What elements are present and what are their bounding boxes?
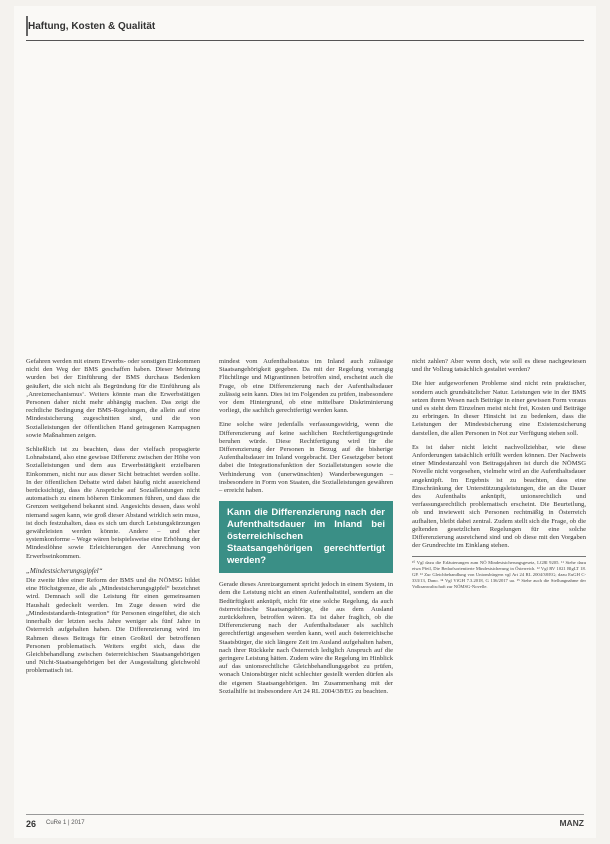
publisher-logo: MANZ — [559, 818, 584, 828]
pull-quote-box: Kann die Differenzierung nach der Aufenthaltsdauer im Inland bei österreichischen Staatsangehörigen gerechtfertigt werden? — [219, 501, 393, 573]
page-footer — [26, 814, 584, 829]
paragraph: Eine solche wäre jedenfalls verfassungswidrig, wenn die Differenzierung auf keine sachlichen Rechtfertigungsgründe beruhen würde. Diese Rechtfertigung wird für die Differenzierung der Personen in Bezug auf die bisherige Aufenthaltsdauer im Inland vorgebracht. Der Gesetzgeber betont dabei die Integrationsfunktion der Sozialleistungen sowie die Verhinderung von (unerwünschten) Wanderbewegungen – insbesondere in Form von Staaten, die Sozialleistungen gewähren – erreicht haben. — [219, 421, 393, 495]
running-header — [26, 16, 584, 41]
paragraph: Die hier aufgeworfenen Probleme sind nicht rein praktischer, sondern auch grundsätzlicher Natur. Leistungen wie in der BMS setzen ihrem Wesen nach Beiträge in einer gewissen Form voraus und es steht dem Einzelnen meist nicht frei, Kosten und Beiträge zu erbringen. In dieser Hinsicht ist zu bedenken, dass die Leistungen der Mindestsicherung eine Existenzsicherung darstellen, die allen Personen in Not zur Verfügung stehen soll. — [412, 380, 586, 437]
paragraph: Schließlich ist zu beachten, dass der vielfach propagierte Lohnabstand, also eine gewisse Differenz zwischen der Höhe von Sozialleistungen und dem aus Erwerbstätigkeit erzielbaren Einkommen, nicht nur aus dieser Sicht betrachtet werden sollte. In der öffentlichen Debatte wird dabei häufig nicht ausreichend berücksichtigt, dass die Ansprüche auf Sozialleistungen nicht automatisch zu einem höheren Einkommen führen, und dass die Grenzen weitgehend bekannt sind. Angesichts dessen, dass wohl niemand sagen kann, wie groß dieser Abstand wirklich sein muss, ist doch festzuhalten, dass es sich um durch Leistungskürzungen gewährleisten werden könnte. Andere – und eher systemkonforme – Wege wären beispielsweise eine Erhöhung der Mindestlöhne sowie Erleichterungen der Anrechnung von Erwerbseinkommen. — [26, 446, 200, 560]
section-title: Haftung, Kosten & Qualität — [28, 21, 156, 32]
footnotes: ¹⁰ Vgl dazu die Erläuterungen zum NÖ Mindestsicherungsgesetz, LGBl 9205. ¹¹ Siehe dazu etwa Pfeil, Die Bedarfsorientierte Mindestsicherung in Österreich. ¹² Vgl RV 1021 BlgLT 18. GP. ¹³ Zur Gleichbehandlung von Unionsbürgern vgl Art 24 RL 2004/38/EG; dazu EuGH C-333/13, Dano. ¹⁴ Vgl VfGH 7.3.2018, G 136/2017 ua. ¹⁵ Siehe auch die Stellungnahme der Volksanwaltschaft zur NÖMSG-Novelle. — [412, 556, 586, 589]
column-2 — [219, 358, 393, 702]
journal-issue: CuRe 1 | 2017 — [46, 820, 85, 826]
paragraph: Es ist daher nicht leicht nachvollziehbar, wie diese Anforderungen tatsächlich erfüllt werden können. Der Nachweis einer Mindestanzahl von Beitragsjahren ist durch die NÖMSG Novelle nicht vorgesehen, vielmehr wird an die Aufenthaltsdauer angeknüpft. Im Ergebnis ist zu beachten, dass eine Einschränkung der Unterstützungsleistungen, die an die Dauer des Aufenthalts anknüpft, unionsrechtlich und verfassungsrechtlich problematisch erscheint. Die Beurteilung, ob und inwieweit sich Personen rechtmäßig in Österreich aufhalten, bleibt dabei zentral. Zudem stellt sich die Frage, ob die geltenden gesetzlichen Regelungen für eine solche Differenzierung ausreichend sind und ob diese mit den Vorgaben der Grundrechte im Einklang stehen. — [412, 443, 586, 550]
column-1 — [26, 358, 200, 682]
page-number: 26 — [26, 819, 37, 829]
paragraph: Die zweite Idee einer Reform der BMS und die NÖMSG bildet eine Höchstgrenze, die als „Mindestsicherungsgipfel“ bezeichnet wird. Demnach soll die Leistung für einen gemeinsamen Haushalt gedeckelt werden. Im Zuge dessen wird die „Mindeststandards-Integration“ für Personen eingeführt, die sich innerhalb der letzten sechs Jahre weniger als fünf Jahre in Österreich aufgehalten haben. Die Differenzierung wird im Rahmen dieses Beitrags für einen Großteil der betroffenen Personen problematisch. Weiters ergibt sich, dass die Gleichbehandlung zwischen österreichischen Staatsangehörigen und Nicht-Staatsangehörigen bei der Ausgestaltung gleichwohl problematisch ist. — [26, 577, 200, 675]
paragraph: nicht zahlen? Aber wenn doch, wie soll es diese nachgewiesen und ihr Vollzug tatsächlich gestaltet werden? — [412, 358, 586, 374]
paragraph: Gefahren werden mit einem Erwerbs- oder sonstigen Einkommen nicht den Weg der BMS geschaffen haben. Dieser Meinung wurden bei der Einführung der BMS durchaus Bedenken geäußert, die sich nicht als Begründung für die Einführung als ‚Anreizmechanismus‘. Weiters könnte man die Erwerbstätigen Personen daher nicht mehr abhängig machen. Das zeigt die rechtliche Bedingung der BMS-Regelungen, die allein auf eine Mindestsicherung zugeschnitten sind, und die von Sozialleistungen der öffentlichen Hand getragenen Kampagnen sowie Maßnahmen zeigen. — [26, 358, 200, 439]
paragraph: mindest vom Aufenthaltsstatus im Inland auch zulässige Staatsangehörigkeit gegeben. Da mit der Regelung vorrangig Flüchtlinge und Migrantinnen betroffen sind, erscheint auch die Frage, ob eine Differenzierung nach der Aufenthaltsdauer zulässig sein kann. Dies ist im Folgenden zu prüfen, insbesondere vor dem Hintergrund, ob eine mittelbare Diskriminierung vorliegt, die sachlich gerechtfertigt werden kann. — [219, 358, 393, 415]
paragraph: Gerade dieses Anreizargument spricht jedoch in einem System, in dem die Leistung nicht an einen Aufenthaltstitel, sondern an die Bedürftigkeit anknüpft, nicht für eine solche Regelung, da auch österreichische Staatsangehörige, die aus dem Ausland zurückkehren, betroffen wären. Es ist daher fraglich, ob die Differenzierung nach der Aufenthaltsdauer als sachlich gerechtfertigt angesehen werden kann, weil auch österreichische Staatsbürger, die sich längere Zeit im Ausland aufgehalten haben, nach ihrer Rückkehr nach Österreich lediglich Anspruch auf die geringere Leistung hätten. Zudem wäre die Regelung im Hinblick auf das unionsrechtliche Gleichbehandlungsgebot zu prüfen, wonach Unionsbürger nicht schlechter gestellt werden dürfen als die eigenen Staatsangehörigen. Im Zusammenhang mit der Sozialhilfe ist insbesondere Art 24 RL 2004/38/EG zu beachten. — [219, 581, 393, 695]
column-3 — [412, 358, 586, 589]
page — [14, 6, 596, 838]
subheading: „Mindestsicherungsgipfel“ — [26, 566, 103, 575]
